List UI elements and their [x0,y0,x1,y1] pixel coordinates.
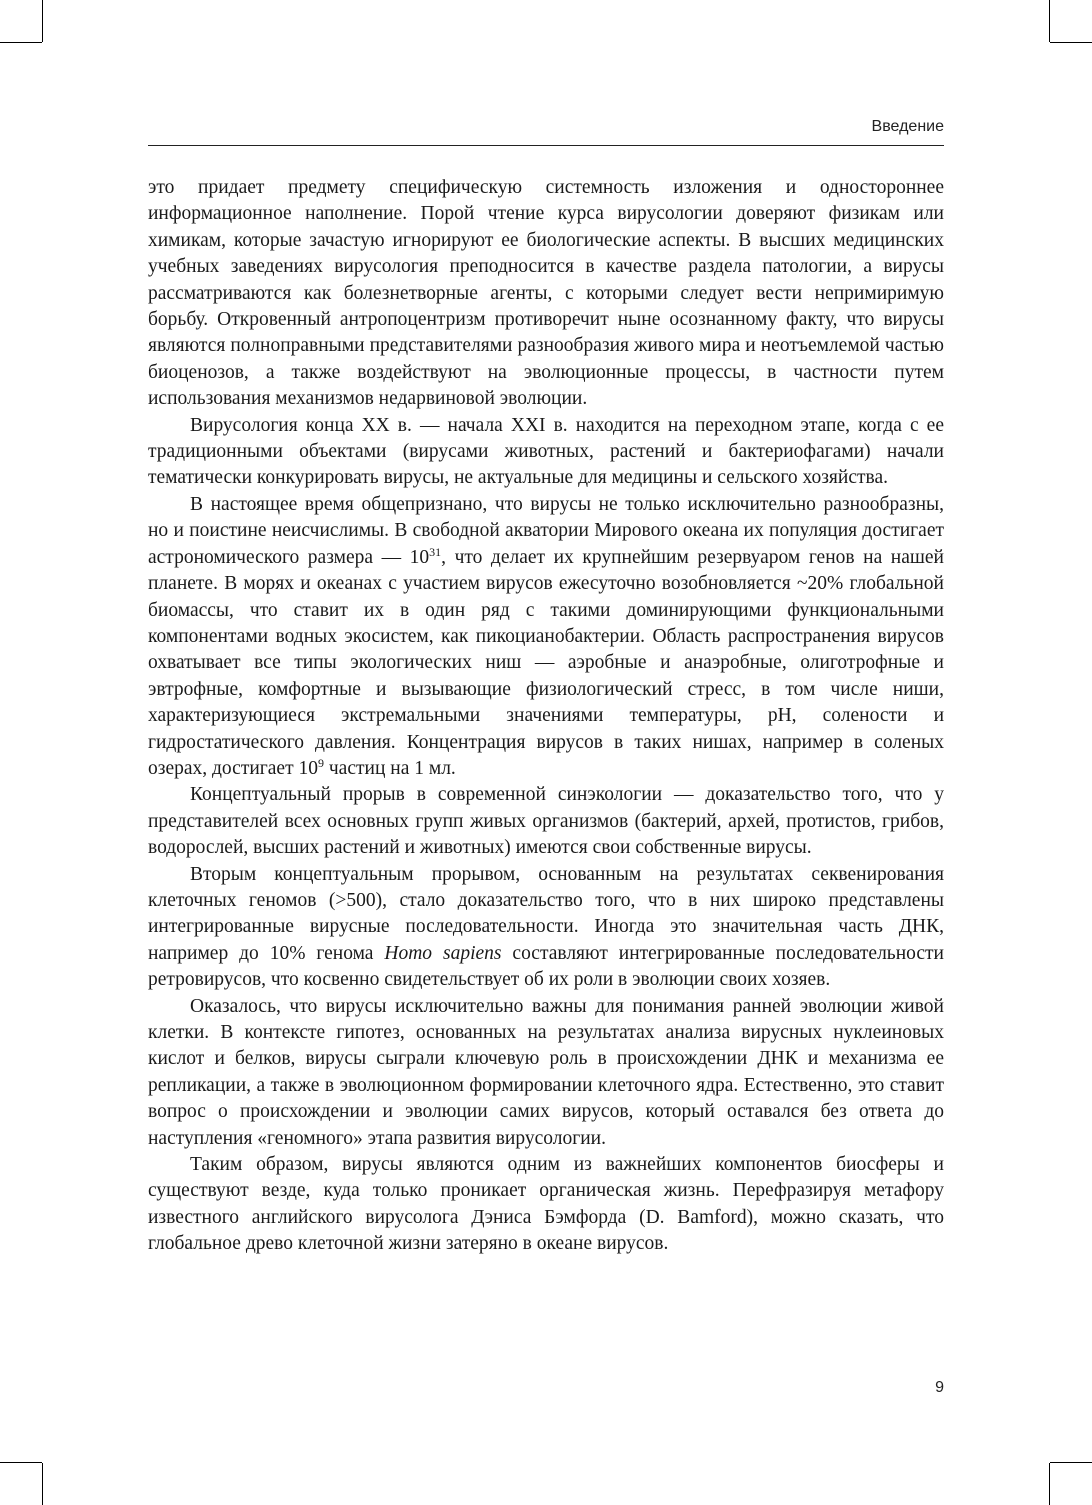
exponent-31: 31 [429,544,442,559]
paragraph-3-part-2: , что делает их крупнейшим резервуаром генов на нашей планете. В морях и океанах с участием вирусов ежесуточно возобновляется ~20% глобальной биомассы, что ставит их в один ряд с такими доминирующими функциональными компонентами водных экосистем, как пикоцианобактерии. Область распространения вирусов охватывает все типы экологических ниш — аэробные и анаэробные, олиготрофные и эвтрофные, комфортные и вызывающие физиологический стресс, в том числе ниши, характеризующиеся экстремальными значениями температуры, pH, солености и гидростатического давления. Концентрация вирусов в таких нишах, например в соленых озерах, достигает 10 [148,546,944,779]
body-text [148,175,944,1258]
crop-mark-top-left-vertical [42,0,43,42]
section-title: Введение [871,118,944,135]
paragraph-3 [148,492,944,782]
paragraph-5-part-2: составляют интегрированные последовательности ретровирусов, что косвенно свидетельствует об их роли в эволюции своих хозяев. [148,942,944,991]
crop-mark-top-right-horizontal [1050,42,1092,43]
paragraph-3-part-1: В настоящее время общепризнано, что вирусы не только исключительно разнообразны, но и поистине неисчислимы. В свободной акватории Мирового океана их популяция достигает астрономического размера — 10 [148,493,944,568]
exponent-9: 9 [318,755,324,770]
species-name: Homo sapiens [384,942,502,964]
paragraph-1: это придает предмету специфическую системность изложения и одностороннее информационное наполнение. Порой чтение курса вирусологии доверяют физикам или химикам, которые зачастую игнорируют ее биологические аспекты. В высших медицинских учебных заведениях вирусология преподносится в качестве раздела патологии, а вирусы рассматриваются как болезнетворные агенты, с которыми следует вести непримиримую борьбу. Откровенный антропоцентризм противоречит ныне осознанному факту, что вирусы являются полноправными представителями разнообразия живого мира и неотъемлемой частью биоценозов, а также воздействуют на эволюционные процессы, в частности путем использования механизмов недарвиновой эволюции. [148,177,944,410]
paragraph-7: Таким образом, вирусы являются одним из важнейших компонентов биосферы и существуют везде, куда только проникает органическая жизнь. Перефразируя метафору известного английского вирусолога Дэниса Бэмфорда (D. Bamford), можно сказать, что глобальное древо клеточной жизни затеряно в океане вирусов. [148,1154,944,1255]
paragraph-4: Концептуальный прорыв в современной синэкологии — доказательство того, что у представителей всех основных групп живых организмов (бактерий, архей, протистов, грибов, водорослей, высших растений и животных) имеются свои собственные вирусы. [148,784,944,859]
paragraph-2: Вирусология конца XX в. — начала XXI в. находится на переходном этапе, когда с ее традиционными объектами (вирусами животных, растений и бактериофагами) начали тематически конкурировать вирусы, не актуальные для медицины и сельского хозяйства. [148,414,944,489]
paragraph-6: Оказалось, что вирусы исключительно важны для понимания ранней эволюции живой клетки. В контексте гипотез, основанных на результатах анализа вирусных нуклеиновых кислот и белков, вирусы сыграли ключевую роль в происхождении ДНК и механизма ее репликации, а также в эволюционном формировании клеточного ядра. Естественно, это ставит вопрос о происхождении и эволюции самих вирусов, который оставался без ответа до наступления «геномного» этапа развития вирусологии. [148,995,944,1149]
crop-mark-bottom-right-horizontal [1050,1462,1092,1463]
crop-mark-bottom-left-vertical [42,1463,43,1505]
crop-mark-bottom-right-vertical [1049,1463,1050,1505]
paragraph-5-part-1: Вторым концептуальным прорывом, основанным на результатах секвенирования клеточных геномов (>500), стало доказательство того, что в них широко представлены интегрированные вирусные последовательности. Иногда это значительная часть ДНК, например до 10% генома [148,863,944,964]
paragraph-3-part-3: частиц на 1 мл. [324,757,456,779]
crop-mark-bottom-left-horizontal [0,1462,42,1463]
running-head [148,117,944,146]
paragraph-5 [148,862,944,994]
crop-mark-top-left-horizontal [0,42,42,43]
crop-mark-top-right-vertical [1049,0,1050,42]
page-number: 9 [935,1379,944,1396]
